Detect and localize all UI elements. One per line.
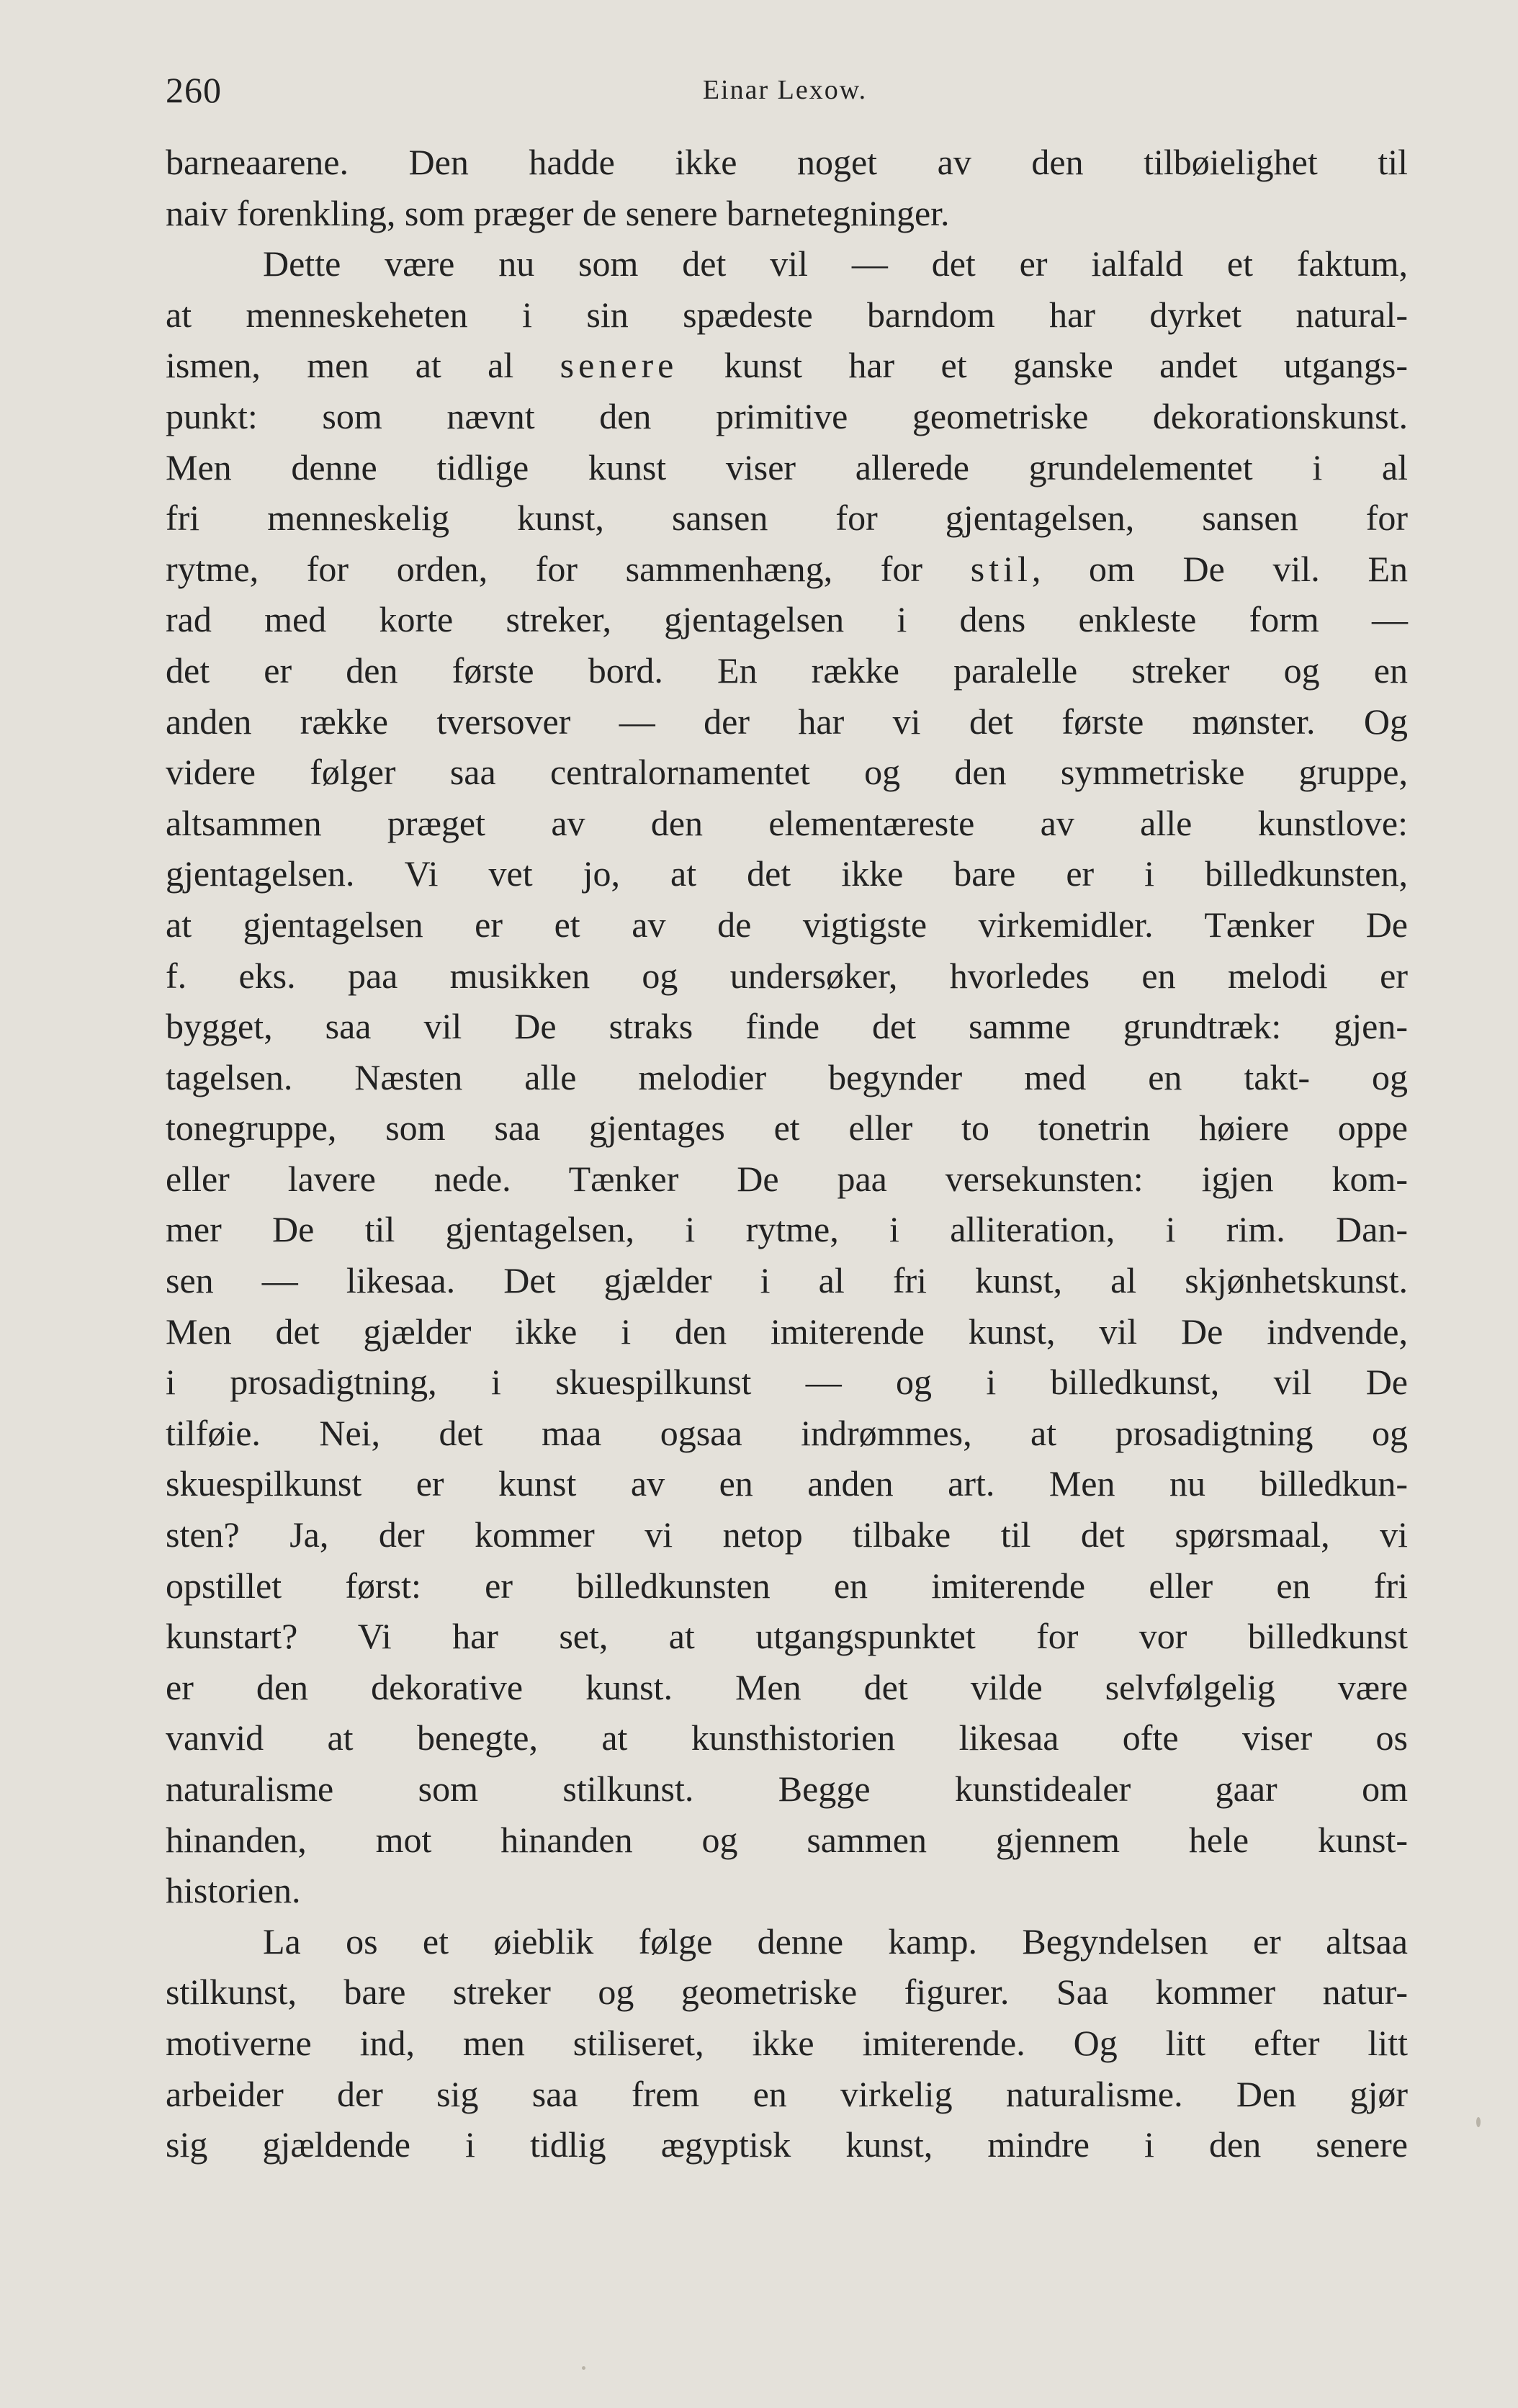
text-line: arbeider der sig saa frem en virkelig naturalisme. Den gjør <box>166 2073 1408 2114</box>
text-line: rytme, for orden, for sammenhæng, for stil, om De vil. En <box>166 548 1408 589</box>
text-line: rad med korte streker, gjentagelsen i dens enkleste form — <box>166 599 1408 640</box>
text-line: gjentagelsen. Vi vet jo, at det ikke bare er i billedkunsten, <box>166 853 1408 894</box>
text-line: historien. <box>166 1870 301 1911</box>
spaced-emphasis: stil <box>970 548 1032 589</box>
text-line: sen — likesaa. Det gjælder i al fri kunst, al skjønhetskunst. <box>166 1260 1408 1301</box>
text-line: er den dekorative kunst. Men det vilde selvfølgelig være <box>166 1666 1408 1707</box>
paper-speck <box>1476 2117 1481 2127</box>
text-line: punkt: som nævnt den primitive geometriske dekorationskunst. <box>166 395 1408 436</box>
text-line: Dette være nu som det vil — det er ialfald et faktum, <box>263 243 1408 284</box>
text-line: hinanden, mot hinanden og sammen gjennem hele kunst- <box>166 1819 1408 1860</box>
text-line: opstillet først: er billedkunsten en imiterende eller en fri <box>166 1565 1408 1606</box>
page-number: 260 <box>166 70 222 110</box>
text-line: anden række tversover — der har vi det første mønster. Og <box>166 701 1408 742</box>
text-line: stilkunst, bare streker og geometriske figurer. Saa kommer natur- <box>166 1972 1408 2013</box>
text-line: naturalisme som stilkunst. Begge kunstidealer gaar om <box>166 1769 1408 1809</box>
text-line: sig gjældende i tidlig ægyptisk kunst, mindre i den senere <box>166 2124 1408 2165</box>
text-line: at menneskeheten i sin spædeste barndom har dyrket natural- <box>166 294 1408 335</box>
text-line: eller lavere nede. Tænker De paa versekunsten: igjen kom- <box>166 1158 1408 1199</box>
text-line: La os et øieblik følge denne kamp. Begyndelsen er altsaa <box>263 1920 1408 1962</box>
text-line: sten? Ja, der kommer vi netop tilbake til det spørsmaal, vi <box>166 1514 1408 1555</box>
body-text <box>166 137 1408 2170</box>
text-line: tagelsen. Næsten alle melodier begynder med en takt- og <box>166 1056 1408 1097</box>
text-line: Men denne tidlige kunst viser allerede grundelementet i al <box>166 446 1408 488</box>
text-line: altsammen præget av den elementæreste av alle kunstlove: <box>166 802 1408 843</box>
text-line: videre følger saa centralornamentet og den symmetriske gruppe, <box>166 752 1408 793</box>
text-line: naiv forenkling, som præger de senere barnetegninger. <box>166 192 950 233</box>
text-line: i prosadigtning, i skuespilkunst — og i billedkunst, vil De <box>166 1362 1408 1403</box>
text-line: motiverne ind, men stiliseret, ikke imiterende. Og litt efter litt <box>166 2022 1408 2063</box>
text-line: tonegruppe, som saa gjentages et eller to tonetrin høiere oppe <box>166 1108 1408 1149</box>
text-line: bygget, saa vil De straks finde det samme grundtræk: gjen- <box>166 1006 1408 1047</box>
page-header <box>166 61 1404 119</box>
text-line: Men det gjælder ikke i den imiterende kunst, vil De indvende, <box>166 1311 1408 1352</box>
paper-speck <box>582 2366 585 2370</box>
text-line: det er den første bord. En række paralelle streker og en <box>166 650 1408 691</box>
text-line: at gjentagelsen er et av de vigtigste virkemidler. Tænker De <box>166 904 1408 945</box>
text-line: fri menneskelig kunst, sansen for gjentagelsen, sansen for <box>166 498 1408 539</box>
text-line: ismen, men at al senere kunst har et ganske andet utgangs- <box>166 345 1409 386</box>
spaced-emphasis: senere <box>560 345 678 386</box>
text-line: tilføie. Nei, det maa ogsaa indrømmes, at prosadigtning og <box>166 1412 1408 1453</box>
text-line: mer De til gjentagelsen, i rytme, i alliteration, i rim. Dan- <box>166 1209 1408 1250</box>
text-line: kunstart? Vi har set, at utgangspunktet for vor billedkunst <box>166 1616 1408 1657</box>
text-line: barneaarene. Den hadde ikke noget av den tilbøielighet til <box>166 142 1408 182</box>
running-head: Einar Lexow. <box>702 75 868 105</box>
text-line: f. eks. paa musikken og undersøker, hvorledes en melodi er <box>166 955 1408 996</box>
text-line: skuespilkunst er kunst av en anden art. Men nu billedkun- <box>166 1463 1408 1504</box>
text-line: vanvid at benegte, at kunsthistorien likesaa ofte viser os <box>166 1717 1408 1758</box>
